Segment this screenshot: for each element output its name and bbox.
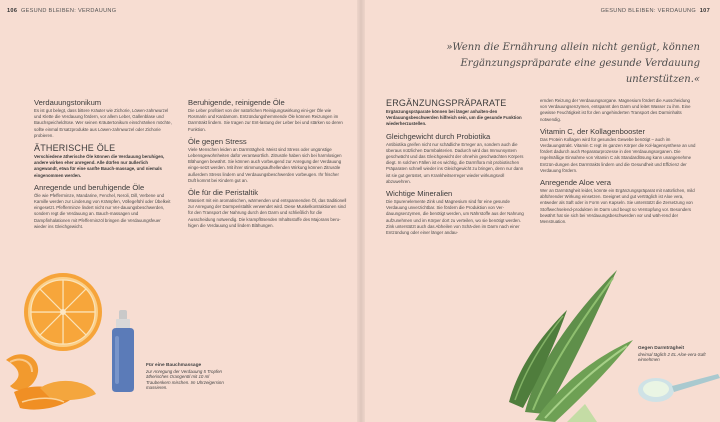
header-left xyxy=(7,8,116,14)
caption-darmtraegheit xyxy=(638,345,708,363)
paragraph: Wer an Darmträgheit leidet, könnte ein Ergänzungspräparat mit natürlichen, mild abführender Wirkung einsetzen. Geeignet und gut verträglich ist Aloe vera, entweder als Saft oder in Form von Kapseln. Sie unterstützt die Zersetzung von Stoffwechselend-produkten im Darm und beugt so Verstopfung vor. Besonders bewährt hat sie sich bei Verdauungsbeschwerden vor und wäh-rend der Menstruation. xyxy=(540,188,695,225)
paragraph: Das Protein Kollagen wird für gesundes Gewebe benötigt – auch im Verdauungstrakt. Vitamin C regt im ganzen Körper die Kol-lagensynthese an und fördert dadurch auch Reparaturprozesse in den Verdauungsorganen. Die regelmäßige Einnahme von Vitamin C als Standardlösung kann unangenehme Entzün-dungen des Darmtrakts lindern und die Gesundheit und Effizienz der Verdauung fördern. xyxy=(540,136,696,173)
caption-text: zur Anregung der Verdauung 5 Tropfen ätherisches Orangenöl mit 10 ml Traubenkern mischen. Im Uhrzeigersinn massieren. xyxy=(146,368,224,391)
paragraph: Antibiotika greifen nicht nur schädliche Erreger an, sondern auch die überaus nützlichen Darmbakterien. Dadurch wird das Immunsystem geschwächt und das Gleichgewicht der ohnehin geschwächten Körpers diegt. In solchen Fällen ist es wichtig, die Darmflora mit probiotischen Präparaten schnell wieder ins Gleichgewicht zu bringen, denn nur dann ist sie gut gerüstet, um Krankheitserreger wieder wirkungsvoll abzuwehren. xyxy=(386,141,524,184)
caption-text: dreimal täglich 2 EL Aloe-vera-Saft einnehmen xyxy=(638,351,706,363)
page-number-left: 106 xyxy=(7,8,18,14)
heading-ergaenzungspraeparate: ERGÄNZUNGSPRÄPARATE xyxy=(386,98,507,108)
heading-anregende-oele: Anregende und beruhigende Öle xyxy=(34,182,145,192)
paragraph: Die Spurenelemente Zink und Magnesium sind für eine gesunde Verdauung unverzichtbar. Sie fördern die Produktion von Ver-dauungsenzymen, die benötigt werden, um Nährstoffe aus der Nahrung aufzunehmen und im Körper dort zu verteilen, wo sie benötigt werden. Zink unterstützt auch das Abheilen von Schä-den im Darm nach einer Entzündung oder einer länger andau- xyxy=(386,199,524,236)
intro-paragraph: Ergänzungspräparate können bei länger anhalten-den Verdauungsbeschwerden hilfreich sein, um die gesunde Funktion wiederherzustellen. xyxy=(386,109,522,127)
pull-quote: »Wenn die Ernährung allein nicht genügt, können Ergänzungspräparate eine gesunde Verdauung unterstützen.« xyxy=(446,42,700,85)
aloe-vera-illustration xyxy=(505,262,640,422)
spoon-illustration xyxy=(636,368,720,408)
heading-beruhigende-oele: Beruhigende, reinigende Öle xyxy=(188,98,285,107)
heading-aloe-vera: Anregende Aloe vera xyxy=(540,178,611,188)
page-number-right: 107 xyxy=(699,8,710,14)
caption-massage xyxy=(146,362,226,391)
header-right xyxy=(601,8,710,14)
section-title-right: GESUND BLEIBEN: VERDAUUNG xyxy=(600,8,697,14)
paragraph: Die Leber profitiert von der natürlichen Reinigungswirkung eini-ger Öle wie Rosmarin und Kardamom. Entzündungshemmende Öle können Reizungen im Darmtrakt lindern. Sie tragen zur Ent-lastung der Leber bei und stärken so deren Funktion. xyxy=(188,108,343,132)
paragraph: Massiert mit ein aromatischen, wärmenden und entspannenden Öl, das traditionell zur Anregung der Darmperistaltik verwendet wird. Diese Muskelkontraktionen sind für den Transport der Nahrung durch den Darm und schließlich für die Ausscheidung notwendig. Die krampflösenden Inhaltsstoffe des Majorans beru-higen die Verdauung und lindern Blähungen. xyxy=(188,198,347,228)
column-3 xyxy=(386,98,526,240)
column-1 xyxy=(34,98,172,234)
caption-title: Für eine Bauchmassage xyxy=(146,363,202,368)
heading-vitamin-c: Vitamin C, der Kollagenbooster xyxy=(540,126,645,136)
heading-mineralien: Wichtige Mineralien xyxy=(386,189,453,199)
heading-oele-gegen-stress: Öle gegen Stress xyxy=(188,136,247,146)
heading-peristaltik: Öle für die Peristaltik xyxy=(188,188,259,198)
gutter-shadow xyxy=(357,0,365,422)
column-4 xyxy=(540,98,698,229)
heading-probiotika: Gleichgewicht durch Probiotika xyxy=(386,131,491,141)
paragraph: Es ist gut belegt, dass bittere Kräuter wie Zichorie, Löwen-zahnwurzel und Klette die Verdauung fördern, vor allem Leber, Gallenblase und Bauchspeicheldrüse. Wer seinen Kräutertonikum einschränken möchte, sollte einmal Ersatzprodukte aus Löwen-zahnwurzel oder Zichorie probieren. xyxy=(34,108,172,138)
section-title-left: GESUND BLEIBEN: VERDAUUNG xyxy=(20,8,117,14)
heading-verdauungstonikum: Verdauungstonikum xyxy=(34,98,102,107)
heading-aetherische-oele: ÄTHERISCHE ÖLE xyxy=(34,143,116,154)
intro-paragraph: Verschiedene ätherische Öle können die Verdauung beruhigen, andere wirken eher anregend. Alle dürfen nur äußerlich angewandt, etwa für eine sanfte Bauch-massage, und niemals eingenommen werden. xyxy=(34,154,165,178)
paragraph: ernden Reizung der Verdauungsorgane. Magnesium fördert die Ausscheidung von Verdauungsenzymen, entspannt den Darm und leitet Wasser zu ihm. Eine gewisse Feuchtigkeit ist für den ungehinderten Transport des Darminhalts notwendig. xyxy=(540,98,691,122)
paragraph: Öle wie Pfefferminze, Mandarine, Fenchel, Neroli, Dill, Verbene und Kamille werden zur Linderung von Krämpfen, Völlegefühl oder Übelkeit eingesetzt. Pfefferminze lindert nicht nur Ver-dauungsbeschwerden, sondern regt die Verdauung an. Bauch-massagen und Dampfinhalationen mit Pfefferminzöl bringen die Verdauungsfeuer wieder ins Gleichgewicht. xyxy=(34,192,171,229)
caption-title: Gegen Darmträgheit xyxy=(638,346,685,351)
paragraph: Viele Menschen leiden an Darmträgheit. Meist sind Stress oder ungünstige Lebensgewohnheiten dafür verantwortlich. Zitrusöle haben sich bei harmlosigen Blähungen bewährt. Sie können auch vorbeugend zur Anregung der Verdauung einge-setzt werden. Mit ihrer stimmungsaufhellenden Wirkung können Zitrusöle außerdem Stress lindern und Verdauungsbeschwerden vorbeugen. Ihr frischer Duft kommt bei Kindern gut an. xyxy=(188,146,342,183)
oil-bottle-illustration xyxy=(106,310,140,392)
column-2 xyxy=(188,98,348,233)
